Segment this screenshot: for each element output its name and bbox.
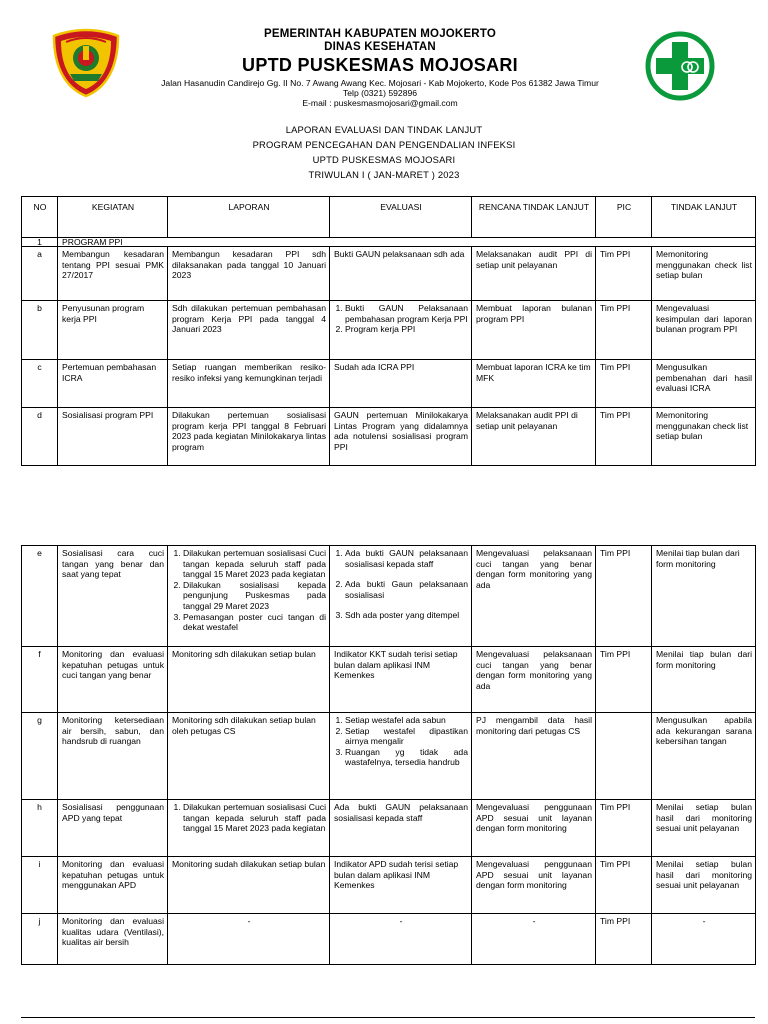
- cell-evaluasi: [330, 713, 472, 800]
- table-row: [22, 857, 756, 914]
- phone: Telp (0321) 592896: [342, 88, 418, 98]
- row-number: a: [22, 247, 58, 301]
- puskesmas-cross-logo-icon: [644, 30, 716, 102]
- cell-kegiatan: Sosialisasi penggunaan APD yang tepat: [58, 800, 168, 857]
- table-row: [22, 247, 756, 301]
- cell-laporan: Monitoring sdh dilakukan setiap bulan: [168, 647, 330, 713]
- cell-evaluasi: Sudah ada ICRA PPI: [330, 360, 472, 408]
- cell-laporan: Dilakukan pertemuan sosialisasi program kerja PPI tanggal 8 Februari 2023 pada kegiatan Minilokakarya lintas program: [168, 408, 330, 466]
- cell-kegiatan: Monitoring dan evaluasi kualitas udara (Ventilasi), kualitas air bersih: [58, 914, 168, 965]
- table-row: [22, 546, 756, 647]
- table-row: [22, 914, 756, 965]
- column-header-evaluasi: EVALUASI: [330, 197, 472, 238]
- cell-tindak-lanjut: Mengevaluasi kesimpulan dari laporan bulanan program PPI: [652, 301, 756, 360]
- cell-laporan: Monitoring sdh dilakukan setiap bulan oleh petugas CS: [168, 713, 330, 800]
- cell-evaluasi: [330, 301, 472, 360]
- report-table-part-2: [21, 545, 756, 965]
- table-header-row: [22, 197, 756, 238]
- cell-rencana: -: [472, 914, 596, 965]
- row-number: j: [22, 914, 58, 965]
- column-header-kegiatan: KEGIATAN: [58, 197, 168, 238]
- list-item: 2. Ada bukti Gaun pelaksanaan sosialisasi: [345, 579, 468, 600]
- row-number: h: [22, 800, 58, 857]
- government-name: PEMERINTAH KABUPATEN MOJOKERTO: [264, 28, 496, 40]
- cell-tindak-lanjut: Menilai setiap bulan hasil dari monitoring sesuai unit pelayanan: [652, 857, 756, 914]
- cell-laporan: Setiap ruangan memberikan resiko-resiko infeksi yang kemungkinan terjadi: [168, 360, 330, 408]
- table-row: [22, 800, 756, 857]
- cell-rencana: Membuat laporan bulanan program PPI: [472, 301, 596, 360]
- column-header-laporan: LAPORAN: [168, 197, 330, 238]
- column-header-pic: PIC: [596, 197, 652, 238]
- cell-kegiatan: Membangun kesadaran tentang PPI sesuai PMK 27/2017: [58, 247, 168, 301]
- department-name: DINAS KESEHATAN: [324, 41, 436, 54]
- cell-rencana: Mengevaluasi penggunaan APD sesuai unit layanan dengan form monitoring: [472, 857, 596, 914]
- cell-tindak-lanjut: Memonitoring menggunakan check list setiap bulan: [652, 247, 756, 301]
- cell-evaluasi: GAUN pertemuan Minilokakarya Lintas Program yang didalamnya ada notulensi sosialisasi program PPI: [330, 408, 472, 466]
- cell-laporan: [168, 800, 330, 857]
- mojokerto-regency-emblem-icon: [52, 28, 120, 98]
- cell-evaluasi: -: [330, 914, 472, 965]
- page-bottom-divider: [21, 1017, 755, 1018]
- cell-pic: Tim PPI: [596, 546, 652, 647]
- list-item: 2. Setiap westafel dipastikan airnya mengalir: [345, 726, 468, 747]
- cell-tindak-lanjut: Mengusulkan pembenahan dari hasil evaluasi ICRA: [652, 360, 756, 408]
- row-number: b: [22, 301, 58, 360]
- cell-kegiatan: Penyusunan program kerja PPI: [58, 301, 168, 360]
- cell-laporan: Membangun kesadaran PPI sdh dilaksanakan pada tanggal 10 Januari 2023: [168, 247, 330, 301]
- column-header-rencana: RENCANA TINDAK LANJUT: [472, 197, 596, 238]
- cell-tindak-lanjut: Mengusulkan apabila ada kekurangan sarana kebersihan tangan: [652, 713, 756, 800]
- cell-pic: Tim PPI: [596, 857, 652, 914]
- cell-rencana: Melaksanakan audit PPI di setiap unit pelayanan: [472, 247, 596, 301]
- address: Jalan Hasanudin Candirejo Gg. II No. 7 Awang Awang Kec. Mojosari - Kab Mojokerto, Kode Pos 61382 Jawa Timur: [161, 78, 599, 89]
- cell-kegiatan: Monitoring ketersediaan air bersih, sabun, dan handsrub di ruangan: [58, 713, 168, 800]
- table-row: [22, 301, 756, 360]
- cell-evaluasi: Indikator APD sudah terisi setiap bulan dalam aplikasi INM Kemenkes: [330, 857, 472, 914]
- row-number: c: [22, 360, 58, 408]
- report-table-part-1: [21, 196, 756, 466]
- cell-rencana: Mengevaluasi penggunaan APD sesuai unit layanan dengan form monitoring: [472, 800, 596, 857]
- cell-kegiatan: Pertemuan pembahasan ICRA: [58, 360, 168, 408]
- cell-pic: [596, 713, 652, 800]
- section-title: PROGRAM PPI: [58, 238, 756, 247]
- cell-evaluasi: Bukti GAUN pelaksanaan sdh ada: [330, 247, 472, 301]
- report-program: PROGRAM PENCEGAHAN DAN PENGENDALIAN INFEKSI: [252, 139, 516, 150]
- table-row: [22, 647, 756, 713]
- row-number: g: [22, 713, 58, 800]
- cell-pic: Tim PPI: [596, 247, 652, 301]
- table-row: [22, 360, 756, 408]
- cell-laporan: -: [168, 914, 330, 965]
- cell-laporan: Monitoring sudah dilakukan setiap bulan: [168, 857, 330, 914]
- list-item: 1. Dilakukan pertemuan sosialisasi Cuci tangan kepada seluruh staff pada tanggal 15 Maret 2023 pada kegiatan: [183, 548, 326, 580]
- list-item: 3. Pemasangan poster cuci tangan di dekat westafel: [183, 612, 326, 633]
- row-number: f: [22, 647, 58, 713]
- cell-kegiatan: Sosialisasi program PPI: [58, 408, 168, 466]
- cell-evaluasi: Ada bukti GAUN pelaksanaan sosialisasi kepada staff: [330, 800, 472, 857]
- list-item: 1. Setiap westafel ada sabun: [345, 715, 468, 726]
- cell-pic: Tim PPI: [596, 360, 652, 408]
- cell-rencana: PJ mengambil data hasil monitoring dari petugas CS: [472, 713, 596, 800]
- column-header-tindak-lanjut: TINDAK LANJUT: [652, 197, 756, 238]
- report-title-block: [200, 122, 568, 182]
- row-number: i: [22, 857, 58, 914]
- cell-pic: Tim PPI: [596, 914, 652, 965]
- cell-pic: Tim PPI: [596, 647, 652, 713]
- cell-rencana: Mengevaluasi pelaksanaan cuci tangan yang benar dengan form monitoring yang ada: [472, 546, 596, 647]
- cell-kegiatan: Monitoring dan evaluasi kepatuhan petugas untuk menggunakan APD: [58, 857, 168, 914]
- column-header-no: NO: [22, 197, 58, 238]
- letterhead: [140, 28, 620, 109]
- cell-rencana: Mengevaluasi pelaksanaan cuci tangan yang benar dengan form monitoring yang ada: [472, 647, 596, 713]
- report-period: TRIWULAN I ( JAN-MARET ) 2023: [308, 169, 460, 180]
- report-institution: UPTD PUSKESMAS MOJOSARI: [312, 154, 456, 165]
- section-number: 1: [22, 238, 58, 247]
- cell-pic: Tim PPI: [596, 408, 652, 466]
- cell-tindak-lanjut: -: [652, 914, 756, 965]
- cell-kegiatan: Sosialisasi cara cuci tangan yang benar dan saat yang tepat: [58, 546, 168, 647]
- row-number: d: [22, 408, 58, 466]
- email: E-mail : puskesmasmojosari@gmail.com: [302, 97, 458, 108]
- section-row: [22, 238, 756, 247]
- cell-tindak-lanjut: Menilai tiap bulan dari form monitoring: [652, 546, 756, 647]
- cell-laporan: [168, 546, 330, 647]
- cell-tindak-lanjut: Memonitoring menggunakan check list setiap bulan: [652, 408, 756, 466]
- list-item: 2. Program kerja PPI: [345, 324, 468, 335]
- list-item: 3. Ruangan yg tidak ada wastafelnya, tersedia handrub: [345, 747, 468, 768]
- cell-evaluasi: [330, 546, 472, 647]
- cell-tindak-lanjut: Menilai setiap bulan hasil dari monitoring sesuai unit pelayanan: [652, 800, 756, 857]
- list-item: 3. Sdh ada poster yang ditempel: [345, 610, 468, 621]
- cell-evaluasi: Indikator KKT sudah terisi setiap bulan dalam aplikasi INM Kemenkes: [330, 647, 472, 713]
- cell-rencana: Membuat laporan ICRA ke tim MFK: [472, 360, 596, 408]
- list-item: 1. Bukti GAUN Pelaksanaan pembahasan program Kerja PPI: [345, 303, 468, 324]
- institution-name: UPTD PUSKESMAS MOJOSARI: [242, 55, 518, 76]
- table-row: [22, 713, 756, 800]
- cell-pic: Tim PPI: [596, 301, 652, 360]
- table-row: [22, 408, 756, 466]
- list-item: 1. Dilakukan pertemuan sosialisasi Cuci tangan kepada seluruh staff pada tanggal 15 Maret 2023 pada kegiatan: [183, 802, 326, 834]
- cell-rencana: Melaksanakan audit PPI di setiap unit pelayanan: [472, 408, 596, 466]
- cell-laporan: Sdh dilakukan pertemuan pembahasan program Kerja PPI pada tanggal 4 Januari 2023: [168, 301, 330, 360]
- cell-tindak-lanjut: Menilai tiap bulan dari form monitoring: [652, 647, 756, 713]
- report-title: LAPORAN EVALUASI DAN TINDAK LANJUT: [285, 124, 483, 135]
- list-item: 1. Ada bukti GAUN pelaksanaan sosialisasi kepada staff: [345, 548, 468, 569]
- cell-pic: Tim PPI: [596, 800, 652, 857]
- row-number: e: [22, 546, 58, 647]
- cell-kegiatan: Monitoring dan evaluasi kepatuhan petugas untuk cuci tangan yang benar: [58, 647, 168, 713]
- list-item: 2. Dilakukan sosialisasi kepada pengunjung Puskesmas pada tanggal 29 Maret 2023: [183, 580, 326, 612]
